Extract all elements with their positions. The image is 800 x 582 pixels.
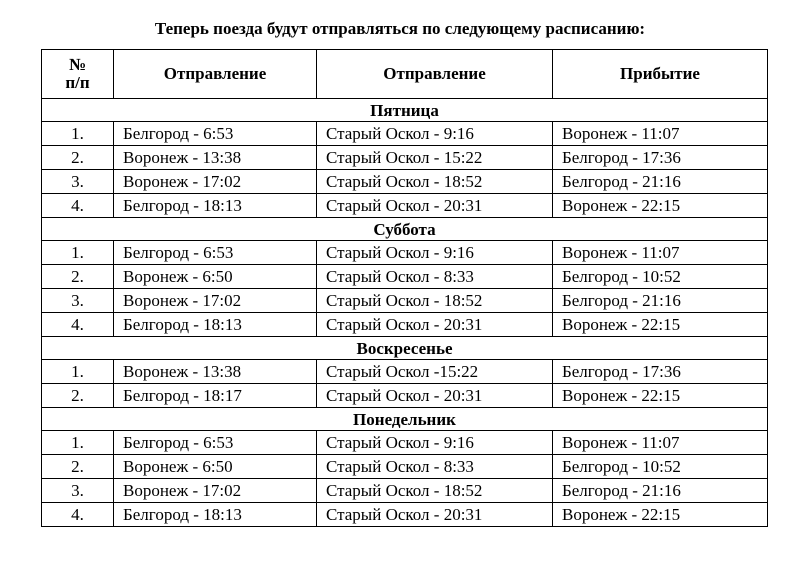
departure-2-cell: Старый Оскол - 15:22 — [317, 146, 553, 170]
table-row — [42, 503, 768, 527]
departure-2-cell: Старый Оскол - 18:52 — [317, 289, 553, 313]
table-row — [42, 122, 768, 146]
arrival-cell: Белгород - 21:16 — [553, 479, 768, 503]
day-section-row — [42, 218, 768, 241]
departure-1-cell: Воронеж - 13:38 — [114, 146, 317, 170]
table-row — [42, 146, 768, 170]
day-section-row — [42, 337, 768, 360]
header-number — [42, 50, 114, 99]
row-number: 2. — [42, 455, 114, 479]
row-number: 2. — [42, 265, 114, 289]
arrival-cell: Воронеж - 22:15 — [553, 503, 768, 527]
departure-1-cell: Воронеж - 6:50 — [114, 455, 317, 479]
departure-2-cell: Старый Оскол - 18:52 — [317, 479, 553, 503]
schedule-body — [42, 99, 768, 527]
departure-1-cell: Белгород - 6:53 — [114, 122, 317, 146]
day-name: Воскресенье — [42, 337, 768, 360]
departure-2-cell: Старый Оскол - 9:16 — [317, 241, 553, 265]
arrival-cell: Воронеж - 11:07 — [553, 241, 768, 265]
table-row — [42, 384, 768, 408]
departure-2-cell: Старый Оскол - 8:33 — [317, 455, 553, 479]
departure-2-cell: Старый Оскол - 20:31 — [317, 384, 553, 408]
departure-1-cell: Воронеж - 6:50 — [114, 265, 317, 289]
table-row — [42, 431, 768, 455]
schedule-table — [41, 49, 768, 527]
departure-2-cell: Старый Оскол - 18:52 — [317, 170, 553, 194]
table-header-row — [42, 50, 768, 99]
departure-2-cell: Старый Оскол -15:22 — [317, 360, 553, 384]
arrival-cell: Белгород - 10:52 — [553, 265, 768, 289]
departure-1-cell: Воронеж - 17:02 — [114, 170, 317, 194]
header-number-abbr: п/п — [65, 73, 90, 92]
departure-2-cell: Старый Оскол - 20:31 — [317, 194, 553, 218]
header-arrival: Прибытие — [553, 50, 768, 99]
departure-1-cell: Белгород - 6:53 — [114, 431, 317, 455]
table-row — [42, 194, 768, 218]
row-number: 4. — [42, 313, 114, 337]
table-row — [42, 455, 768, 479]
day-section-row — [42, 99, 768, 122]
departure-2-cell: Старый Оскол - 9:16 — [317, 122, 553, 146]
document-title: Теперь поезда будут отправляться по следующему расписанию: — [154, 19, 646, 38]
table-row — [42, 241, 768, 265]
departure-2-cell: Старый Оскол - 9:16 — [317, 431, 553, 455]
departure-1-cell: Белгород - 6:53 — [114, 241, 317, 265]
day-name: Понедельник — [42, 408, 768, 431]
header-departure-1: Отправление — [114, 50, 317, 99]
row-number: 3. — [42, 170, 114, 194]
day-name: Суббота — [42, 218, 768, 241]
departure-1-cell: Воронеж - 13:38 — [114, 360, 317, 384]
header-departure-2: Отправление — [317, 50, 553, 99]
departure-1-cell: Белгород - 18:13 — [114, 313, 317, 337]
arrival-cell: Воронеж - 11:07 — [553, 122, 768, 146]
arrival-cell: Белгород - 17:36 — [553, 360, 768, 384]
departure-2-cell: Старый Оскол - 8:33 — [317, 265, 553, 289]
row-number: 4. — [42, 194, 114, 218]
table-row — [42, 479, 768, 503]
departure-1-cell: Белгород - 18:13 — [114, 194, 317, 218]
arrival-cell: Белгород - 17:36 — [553, 146, 768, 170]
arrival-cell: Белгород - 21:16 — [553, 289, 768, 313]
departure-1-cell: Воронеж - 17:02 — [114, 289, 317, 313]
arrival-cell: Воронеж - 22:15 — [553, 194, 768, 218]
row-number: 2. — [42, 146, 114, 170]
row-number: 4. — [42, 503, 114, 527]
table-row — [42, 313, 768, 337]
row-number: 1. — [42, 360, 114, 384]
row-number: 1. — [42, 241, 114, 265]
departure-2-cell: Старый Оскол - 20:31 — [317, 313, 553, 337]
table-row — [42, 265, 768, 289]
arrival-cell: Воронеж - 22:15 — [553, 384, 768, 408]
departure-1-cell: Белгород - 18:17 — [114, 384, 317, 408]
row-number: 3. — [42, 479, 114, 503]
day-name: Пятница — [42, 99, 768, 122]
header-number-symbol: № — [68, 55, 87, 74]
table-row — [42, 170, 768, 194]
row-number: 3. — [42, 289, 114, 313]
departure-2-cell: Старый Оскол - 20:31 — [317, 503, 553, 527]
arrival-cell: Воронеж - 11:07 — [553, 431, 768, 455]
row-number: 1. — [42, 122, 114, 146]
day-section-row — [42, 408, 768, 431]
departure-1-cell: Воронеж - 17:02 — [114, 479, 317, 503]
departure-1-cell: Белгород - 18:13 — [114, 503, 317, 527]
table-row — [42, 360, 768, 384]
arrival-cell: Белгород - 21:16 — [553, 170, 768, 194]
row-number: 2. — [42, 384, 114, 408]
row-number: 1. — [42, 431, 114, 455]
arrival-cell: Белгород - 10:52 — [553, 455, 768, 479]
table-row — [42, 289, 768, 313]
arrival-cell: Воронеж - 22:15 — [553, 313, 768, 337]
